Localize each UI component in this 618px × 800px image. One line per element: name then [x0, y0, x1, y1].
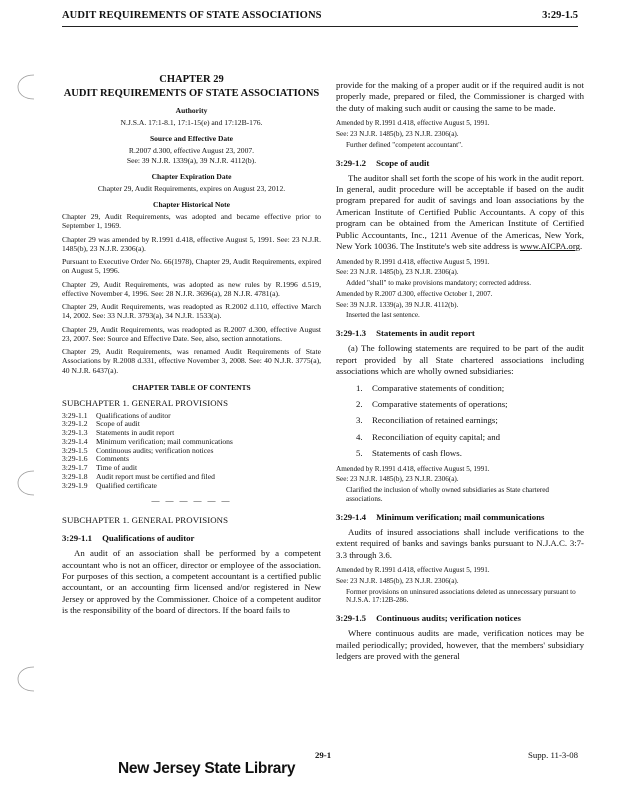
toc-item-number: 3:29-1.9	[62, 480, 88, 490]
section-body-continued: provide for the making of a proper audit or if the required audit is not properly made, prepared or filed, the Commissioner is charged with the duty of making such audit or causing the same to be made.	[336, 80, 584, 113]
amendment-note: Amended by R.1991 d.418, effective August 5, 1991.	[336, 566, 490, 575]
section-body: Audits of insured associations shall include verifications to the extent required of banks and savings banks pursuant to N.J.A.C. 3:7-3.3 through 3.6.	[336, 526, 584, 560]
section-body: Where continuous audits are made, verification notices may be mailed periodically; provided, however, that the members' subsidiary ledgers are proved with the general	[336, 628, 584, 661]
binder-hole-mark-icon	[14, 664, 40, 694]
list-text: Reconciliation of retained earnings;	[372, 415, 498, 426]
amendment-description: Added "shall" to make provisions mandatory; corrected address.	[346, 279, 532, 288]
chapter-title: CHAPTER 29	[159, 74, 224, 85]
amendment-note: Amended by R.2007 d.300, effective October 1, 2007.	[336, 289, 493, 298]
toc-item-title: Statements in audit report	[96, 428, 175, 438]
amendment-citation: See: 23 N.J.R. 1485(b), 23 N.J.R. 2306(a).	[336, 576, 459, 585]
toc-item-title: Comments	[96, 454, 129, 464]
list-item	[336, 448, 584, 459]
list-item	[336, 415, 584, 426]
toc-item-title: Scope of audit	[96, 419, 140, 429]
history-note: Chapter 29, Audit Requirements, was adopted and became effective prior to September 1, 1969.	[62, 212, 321, 231]
section-heading-1-1	[62, 533, 321, 543]
toc-item-title: Minimum verification; mail communications	[96, 436, 233, 446]
amendment-note: Amended by R.1991 d.418, effective August 5, 1991.	[336, 257, 490, 266]
toc-item-number: 3:29-1.6	[62, 454, 88, 464]
section-text: The auditor shall set forth the scope of his work in the audit report. In general, audit procedure will be acceptable if based on the audit program prepared for audit of savings and loan associations by the American Institute of Certified Public Accountants. A copy of this program can be obtained from the American Institute of Certified Public Accountants, Inc., 1211 Avenue of the Americas, New York, New York 10036. The Institute's web site address is	[336, 172, 584, 252]
toc-item-title: Time of audit	[96, 463, 138, 473]
history-note: Chapter 29, Audit Requirements, was renamed Audit Requirements of State Associations by R.2008 d.331, effective November 3, 2008. See: 40 N.J.R. 3775(a), 40 N.J.R. 6437(a).	[62, 347, 321, 375]
list-number: 3.	[356, 415, 363, 426]
chapter-subtitle: AUDIT REQUIREMENTS OF STATE ASSOCIATIONS	[63, 88, 320, 99]
binder-hole-mark-icon	[14, 468, 40, 498]
section-number: 3:29-1.1	[62, 533, 93, 544]
toc-item-title: Qualified certificate	[96, 480, 157, 490]
section-body: (a) The following statements are required to be part of the audit report provided by all State chartered associations including associations which are wholly owned subsidiaries:	[336, 343, 584, 377]
authority-text: N.J.S.A. 17:1-8.1, 17:1-15(e) and 17:12B-176.	[120, 118, 263, 127]
section-divider: — — — — — —	[151, 496, 232, 506]
expiration-heading: Chapter Expiration Date	[151, 171, 232, 181]
section-number: 3:29-1.3	[336, 328, 367, 339]
subchapter-heading: SUBCHAPTER 1. GENERAL PROVISIONS	[62, 515, 229, 526]
list-item	[336, 399, 584, 410]
header-rule	[62, 26, 578, 27]
supplement-date: Supp. 11-3-08	[527, 750, 578, 760]
history-note: Chapter 29 was amended by R.1991 d.418, effective August 5, 1991. See: 23 N.J.R. 1485(b), 23 N.J.R. 2306(a).	[62, 234, 321, 253]
toc-subchapter: SUBCHAPTER 1. GENERAL PROVISIONS	[62, 397, 229, 408]
section-title: Continuous audits; verification notices	[376, 613, 521, 624]
aicpa-link[interactable]: www.AICPA.org	[519, 241, 580, 252]
amendment-note: Amended by R.1991 d.418, effective August 5, 1991.	[336, 464, 490, 473]
toc-item-number: 3:29-1.3	[62, 428, 88, 438]
list-text: Statements of cash flows.	[372, 448, 462, 459]
history-note: Pursuant to Executive Order No. 66(1978), Chapter 29, Audit Requirements, expired on August 5, 1996.	[62, 257, 321, 276]
history-heading: Chapter Historical Note	[153, 200, 230, 209]
binder-hole-mark-icon	[14, 72, 40, 102]
source-text: R.2007 d.300, effective August 23, 2007.	[128, 146, 255, 156]
amendment-note: Amended by R.1991 d.418, effective August 5, 1991.	[336, 119, 490, 128]
section-title: Scope of audit	[376, 157, 430, 168]
section-title: Minimum verification; mail communications	[376, 511, 545, 522]
section-heading-1-5	[336, 613, 584, 623]
authority-heading: Authority	[175, 106, 208, 115]
list-number: 5.	[356, 448, 363, 459]
list-number: 4.	[356, 431, 363, 442]
list-item	[336, 432, 584, 443]
toc-item-title: Continuous audits; verification notices	[96, 445, 214, 455]
section-heading-1-4	[336, 512, 584, 522]
history-note: Chapter 29, Audit Requirements, was adopted as new rules by R.1996 d.519, effective November 4, 1996. See: 28 N.J.R. 3696(a), 28 N.J.R. 4781(a).	[62, 279, 321, 298]
section-number: 3:29-1.2	[336, 157, 367, 168]
list-text: Comparative statements of condition;	[372, 382, 505, 393]
page-number: 29-1	[315, 750, 332, 760]
right-column	[336, 68, 584, 750]
running-header	[62, 10, 578, 28]
section-heading-1-3	[336, 328, 584, 338]
source-citation: See: 39 N.J.R. 1339(a), 39 N.J.R. 4112(b).	[126, 155, 257, 165]
toc-item-number: 3:29-1.4	[62, 436, 88, 446]
section-title: Qualifications of auditor	[102, 533, 195, 544]
list-number: 1.	[356, 382, 363, 393]
list-number: 2.	[356, 398, 363, 409]
list-item	[336, 383, 584, 394]
history-note: Chapter 29, Audit Requirements, was readopted as R.2002 d.110, effective March 14, 2002. See: 33 N.J.R. 3793(a), 34 N.J.R. 1533(a).	[62, 302, 321, 321]
amendment-description: Clarified the inclusion of wholly owned subsidiaries as State chartered associations.	[346, 486, 549, 503]
toc-item-number: 3:29-1.2	[62, 419, 88, 429]
amendment-description: Former provisions on uninsured associations deleted as unnecessary pursuant to N.J.S.A. 17:12B-286.	[346, 587, 576, 605]
list-text: Comparative statements of operations;	[372, 398, 508, 409]
section-body	[336, 173, 584, 253]
toc-item-title: Qualifications of auditor	[96, 410, 171, 420]
amendment-citation: See: 23 N.J.R. 1485(b), 23 N.J.R. 2306(a).	[336, 268, 459, 277]
toc-item-number: 3:29-1.1	[62, 410, 88, 420]
amendment-citation: See: 23 N.J.R. 1485(b), 23 N.J.R. 2306(a).	[336, 475, 459, 484]
toc-item-title: Audit report must be certified and filed	[96, 471, 215, 481]
section-text-end: .	[580, 241, 583, 252]
page-footer	[0, 748, 618, 788]
source-heading: Source and Effective Date	[150, 134, 233, 144]
expiration-text: Chapter 29, Audit Requirements, expires on August 23, 2012.	[97, 183, 286, 193]
amendment-citation: See: 39 N.J.R. 1339(a), 39 N.J.R. 4112(b).	[336, 300, 459, 309]
list-text: Reconciliation of equity capital; and	[372, 431, 501, 442]
toc-title: CHAPTER TABLE OF CONTENTS	[132, 382, 251, 392]
toc-list	[62, 412, 321, 490]
toc-item-number: 3:29-1.8	[62, 471, 88, 481]
toc-item[interactable]	[62, 482, 321, 491]
amendment-citation: See: 23 N.J.R. 1485(b), 23 N.J.R. 2306(a).	[336, 130, 459, 139]
header-section-number: 3:29-1.5	[542, 10, 578, 21]
section-number: 3:29-1.4	[336, 511, 367, 522]
amendment-description: Further defined "competent accountant".	[346, 140, 463, 149]
section-heading-1-2	[336, 158, 584, 168]
section-number: 3:29-1.5	[336, 613, 367, 624]
library-stamp: New Jersey State Library	[118, 760, 296, 777]
toc-item-number: 3:29-1.5	[62, 445, 88, 455]
section-body: An audit of an association shall be performed by a competent accountant who is not an officer, director or employee of the association. For purposes of this section, a competent accountant is a certified public accountant, or an accounting firm licensed and/or registered in New Jersey or approved by the Commissioner. Choice of a competent auditor is the responsibility of the board of directors. If the board fails to	[62, 548, 321, 616]
history-note: Chapter 29, Audit Requirements, was readopted as R.2007 d.300, effective August 23, 2007. See: Source and Effective Date. See, also, section annotations.	[62, 324, 321, 343]
toc-item-number: 3:29-1.7	[62, 463, 88, 473]
header-title: AUDIT REQUIREMENTS OF STATE ASSOCIATIONS	[62, 10, 322, 21]
left-column	[62, 68, 321, 750]
section-title: Statements in audit report	[376, 328, 475, 339]
amendment-description: Inserted the last sentence.	[346, 311, 420, 320]
